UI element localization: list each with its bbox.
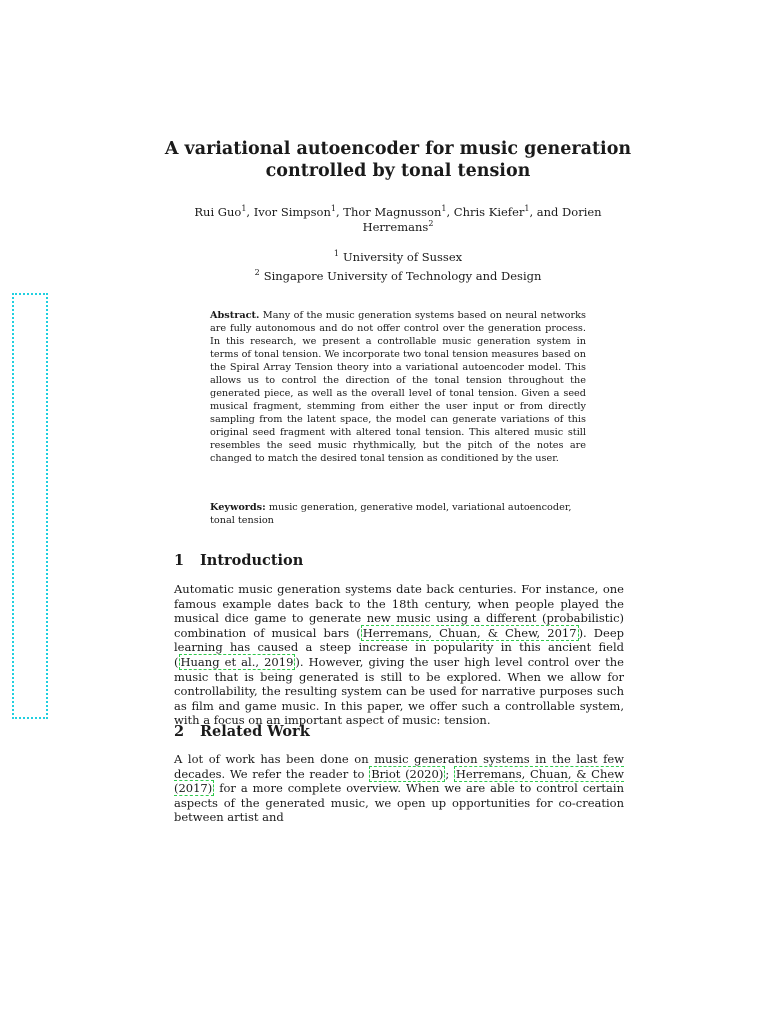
- author-affil-mark: 1: [441, 204, 447, 214]
- section-heading-related-work: [174, 723, 624, 741]
- author-name: Herremans: [362, 220, 429, 234]
- affiliation: $^2$ Singapore University of Technology and Design: [254, 267, 542, 283]
- citation-link[interactable]: Herremans, Chuan, & Chew, 2017: [362, 625, 577, 640]
- arxiv-side-stamp[interactable]: [12, 293, 48, 719]
- abstract: [210, 309, 586, 465]
- author-name: Ivor Simpson: [253, 205, 331, 219]
- author-list: Rui Guo$^1$, Ivor Simpson$^1$, Thor Magnusson$^1$, Chris Kiefer$^1$, and Dorien Herremans$^2$: [194, 204, 602, 234]
- abstract-text: Many of the music generation systems based on neural networks are fully autonomous and do not offer control over the generation process. In this research, we present a controllable music generation system in terms of tonal tension. We incorporate two tonal tension measures based on the Spiral Array Tension theory into a variational autoencoder model. This allows us to control the direction of the tonal tension throughout the generated piece, as well as the overall level of tonal tension. Given a seed musical fragment, stemming from either the user input or from directly sampling from the latent space, the model can generate variations of this original seed fragment with altered tonal tension. This altered music still resembles the seed music rhythmically, but the pitch of the notes are changed to match the desired tonal tension as conditioned by the user.: [210, 310, 586, 464]
- citation-link[interactable]: Herremans, Chuan, & Chew (2017): [174, 766, 625, 796]
- citation-link[interactable]: Huang et al., 2019: [180, 654, 294, 669]
- citation-link[interactable]: Briot (2020): [371, 766, 444, 781]
- section-number: 2: [174, 723, 185, 740]
- author-affil-mark: 1: [241, 204, 247, 214]
- author-name: Thor Magnusson: [343, 205, 442, 219]
- keywords: [210, 501, 586, 527]
- keywords-text: music generation, generative model, variational autoencoder, tonal tension: [210, 502, 572, 526]
- keywords-label: Keywords:: [210, 502, 266, 513]
- section-number: 1: [174, 552, 185, 569]
- paper-title: [150, 138, 646, 182]
- author-affil-mark: 2: [428, 219, 434, 229]
- introduction-paragraph: Automatic music generation systems date back centuries. For instance, one famous example dates back to the 18th century, when people played the musical dice game to generate new music using a different (probabilistic) combination of musical bars ( Herremans, Chuan, & Chew, 2017 ). Deep learning has caused a steep increase in popularity in this ancient field ( Huang et al., 2019 ). However, giving the user high level control over the music that is being generated is still to be explored. When we allow for controllability, the resulting system can be used for narrative purposes such as film and game music. In this paper, we offer such a controllable system, with a focus on an important aspect of music: tension.: [174, 582, 624, 728]
- section-title: Related Work: [200, 723, 310, 740]
- title-line-1: A variational autoencoder for music generation: [164, 139, 632, 159]
- section-title: Introduction: [200, 552, 304, 569]
- related-work-paragraph: A lot of work has been done on music generation systems in the last few decades. We refer the reader to Briot (2020) ; Herremans, Chuan, & Chew (2017) for a more complete overview. When we are able to control certain aspects of the generated music, we open up opportunities for co-creation between artist and: [174, 752, 625, 825]
- author-name: Chris Kiefer: [453, 205, 525, 219]
- author-affil-mark: 1: [330, 204, 336, 214]
- title-line-2: controlled by tonal tension: [265, 161, 531, 181]
- section-heading-introduction: [174, 552, 624, 570]
- abstract-label: Abstract.: [210, 310, 260, 321]
- affiliations: [160, 246, 636, 284]
- author-name: Rui Guo: [194, 205, 242, 219]
- author-conjunction: and Dorien: [536, 205, 602, 219]
- affiliation: $^1$ University of Sussex: [333, 249, 463, 264]
- author-affil-mark: 1: [524, 204, 530, 214]
